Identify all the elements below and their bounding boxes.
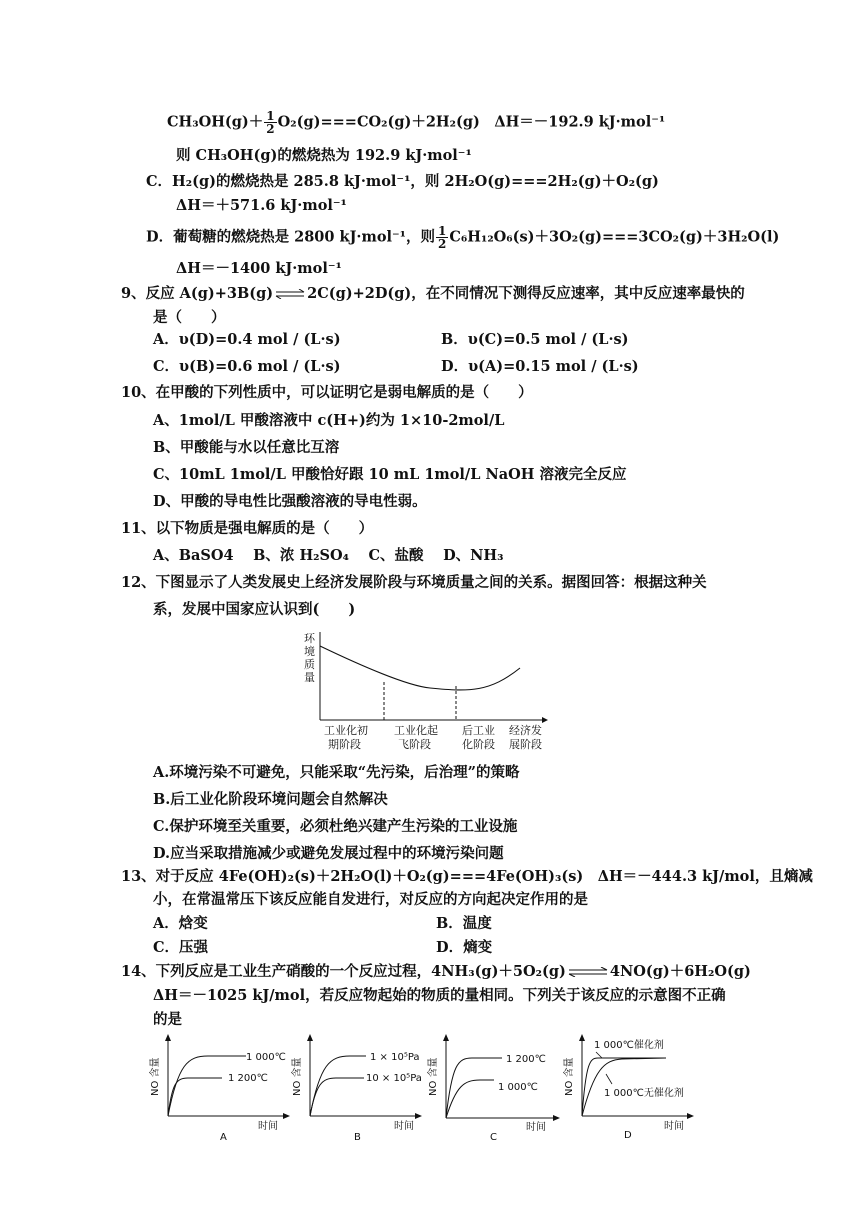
q12-option-b: B.后工业化阶段环境问题会自然解决	[153, 791, 388, 808]
graph-ylabel: NO 含量	[150, 1057, 161, 1096]
q14-stem-post: 4NO(g)＋6H₂O(g)	[609, 963, 751, 980]
q10-stem: 10、在甲酸的下列性质中，可以证明它是弱电解质的是（ ）	[121, 384, 533, 401]
q8-equation	[167, 110, 665, 135]
graph-label-upper: 1 000℃催化剂	[594, 1040, 664, 1051]
chart-stage-label: 后工业	[462, 724, 495, 737]
graph-y-arrow-icon	[307, 1034, 313, 1041]
environment-economy-chart	[290, 628, 560, 754]
q8-option-c-dh: ΔH＝＋571.6 kJ·mol⁻¹	[176, 197, 347, 214]
q12-option-d: D.应当采取措施减少或避免发展过程中的环境污染问题	[153, 845, 504, 862]
q10-option-a: A、1mol/L 甲酸溶液中 c(H+)约为 1×10-2mol/L	[153, 412, 505, 429]
chart-xlabel: 经济发	[509, 724, 542, 737]
q14-graph-d	[562, 1034, 702, 1144]
fraction-half	[436, 225, 448, 250]
graph-y-arrow-icon	[579, 1034, 585, 1041]
q9-stem-post: 2C(g)+2D(g)，在不同情况下测得反应速率，其中反应速率最快的	[307, 285, 745, 302]
q10-option-c: C、10mL 1mol/L 甲酸恰好跟 10 mL 1mol/L NaOH 溶液完全反应	[153, 466, 627, 483]
graph-label-upper: 1 200℃	[506, 1054, 546, 1065]
chart-stage-label: 工业化初	[324, 724, 368, 737]
q9-option-c: C．υ(B)=0.6 mol / (L·s)	[153, 358, 341, 375]
graph-label-upper: 1 × 10⁵Pa	[370, 1052, 420, 1063]
chart-ylabel-char: 环	[304, 632, 315, 645]
graph-ylabel: NO 含量	[428, 1057, 439, 1096]
q11-options: A、BaSO4 B、浓 H₂SO₄ C、盐酸 D、NH₃	[153, 547, 504, 564]
graph-name: D	[624, 1130, 632, 1141]
q14-graph-a	[148, 1034, 293, 1144]
q13-stem-line2: 小，在常温常压下该反应能自发进行，对反应的方向起决定作用的是	[153, 891, 588, 908]
graph-x-arrow-icon	[687, 1113, 694, 1119]
chart-stage-label: 期阶段	[328, 738, 361, 751]
q12-stem-line2: 系，发展中国家应认识到( )	[153, 601, 356, 618]
q8-option-c: C．H₂(g)的燃烧热是 285.8 kJ·mol⁻¹，则 2H₂O(g)===2H₂(g)＋O₂(g)	[146, 173, 659, 190]
graph-curve-lower	[168, 1078, 222, 1116]
graph-curve-upper	[310, 1056, 366, 1116]
graph-curve-upper	[446, 1058, 502, 1118]
graph-y-arrow-icon	[443, 1034, 449, 1041]
chart-x-arrow-icon	[542, 717, 548, 723]
fraction-half	[264, 110, 276, 135]
graph-xlabel: 时间	[664, 1121, 684, 1132]
graph-x-arrow-icon	[283, 1113, 290, 1119]
graph-xlabel: 时间	[258, 1121, 278, 1132]
chart-curve	[320, 646, 520, 690]
q8-option-d	[146, 225, 779, 250]
q9-stem-pre: 9、反应 A(g)+3B(g)	[121, 285, 274, 302]
q10-option-b: B、甲酸能与水以任意比互溶	[153, 439, 340, 456]
q14-stem-line3: 的是	[153, 1011, 182, 1028]
q8-opt-d-pre: D．葡萄糖的燃烧热是 2800 kJ·mol⁻¹，则	[146, 228, 436, 246]
q13-option-c: C．压强	[153, 939, 209, 956]
graph-label-lower: 1 000℃无催化剂	[604, 1088, 684, 1099]
q9-option-b: B．υ(C)=0.5 mol / (L·s)	[441, 331, 629, 348]
graph-ylabel: NO 含量	[564, 1057, 575, 1096]
q8-eq-pre: CH₃OH(g)＋	[167, 113, 264, 131]
q8-opt-d-post: C₆H₁₂O₆(s)＋3O₂(g)===3CO₂(g)＋3H₂O(l)	[449, 228, 780, 246]
q13-stem: 13、对于反应 4Fe(OH)₂(s)＋2H₂O(l)＋O₂(g)===4Fe(OH)₃(s) ΔH＝－444.3 kJ/mol，且熵减	[121, 868, 813, 885]
q8-eq-post: O₂(g)===CO₂(g)＋2H₂(g) ΔH＝－192.9 kJ·mol⁻¹	[277, 113, 666, 131]
graph-label-lower: 10 × 10⁵Pa	[366, 1073, 422, 1084]
graph-curve-upper	[168, 1056, 242, 1116]
graph-name: A	[220, 1132, 227, 1143]
fraction-denominator: 2	[438, 237, 447, 251]
q13-option-b: B．温度	[436, 915, 492, 932]
fraction-denominator: 2	[266, 122, 275, 136]
fraction-numerator: 1	[438, 224, 447, 238]
graph-xlabel: 时间	[526, 1122, 546, 1133]
graph-x-arrow-icon	[415, 1113, 422, 1119]
graph-y-arrow-icon	[165, 1034, 171, 1041]
equilibrium-arrow-icon	[275, 289, 305, 299]
q13-option-d: D．熵变	[436, 939, 493, 956]
graph-xlabel: 时间	[394, 1121, 414, 1132]
fraction-numerator: 1	[266, 109, 275, 123]
q9-stem	[121, 284, 745, 304]
q11-stem: 11、以下物质是强电解质的是（ ）	[121, 520, 374, 537]
q14-stem	[121, 962, 751, 982]
chart-xlabel: 展阶段	[509, 738, 542, 751]
chart-ylabel-char: 境	[304, 645, 315, 658]
graph-label-lower: 1 000℃	[498, 1082, 538, 1093]
graph-name: B	[354, 1132, 361, 1143]
graph-name: C	[490, 1132, 497, 1143]
chart-ylabel	[304, 632, 316, 684]
q14-graph-b	[290, 1034, 435, 1144]
chart-stage-label: 化阶段	[462, 738, 495, 751]
q9-option-a: A．υ(D)=0.4 mol / (L·s)	[153, 331, 341, 348]
graph-ylabel: NO 含量	[292, 1057, 303, 1096]
chart-stage-label: 工业化起	[394, 724, 438, 737]
q12-option-a: A.环境污染不可避免，只能采取“先污染，后治理”的策略	[153, 764, 520, 781]
graph-label-upper: 1 000℃	[246, 1052, 286, 1063]
q8-conclusion: 则 CH₃OH(g)的燃烧热为 192.9 kJ·mol⁻¹	[176, 147, 472, 164]
chart-stage-label: 飞阶段	[398, 738, 431, 751]
graph-curve-lower	[446, 1080, 494, 1118]
chart-ylabel-char: 质	[304, 658, 315, 671]
q8-option-d-dh: ΔH＝－1400 kJ·mol⁻¹	[176, 260, 342, 277]
graph-curve-lower	[582, 1058, 666, 1116]
graph-label-lower: 1 200℃	[228, 1073, 268, 1084]
q9-option-d: D．υ(A)=0.15 mol / (L·s)	[441, 358, 639, 375]
graph-x-arrow-icon	[553, 1115, 560, 1121]
q14-graph-c	[426, 1034, 566, 1144]
q12-stem: 12、下图显示了人类发展史上经济发展阶段与环境质量之间的关系。据图回答：根据这种关	[121, 574, 707, 591]
equilibrium-arrow-icon	[568, 967, 608, 977]
q12-option-c: C.保护环境至关重要，必须杜绝兴建产生污染的工业设施	[153, 818, 518, 835]
chart-ylabel-char: 量	[304, 671, 315, 684]
q9-stem-line2: 是（ ）	[153, 309, 226, 326]
q14-stem-pre: 14、下列反应是工业生产硝酸的一个反应过程，4NH₃(g)＋5O₂(g)	[121, 963, 566, 980]
q10-option-d: D、甲酸的导电性比强酸溶液的导电性弱。	[153, 493, 427, 510]
q14-stem-line2: ΔH＝－1025 kJ/mol，若反应物起始的物质的量相同。下列关于该反应的示意图不正确	[153, 987, 726, 1004]
q13-option-a: A．焓变	[153, 915, 208, 932]
graph-curve-upper	[582, 1058, 666, 1116]
